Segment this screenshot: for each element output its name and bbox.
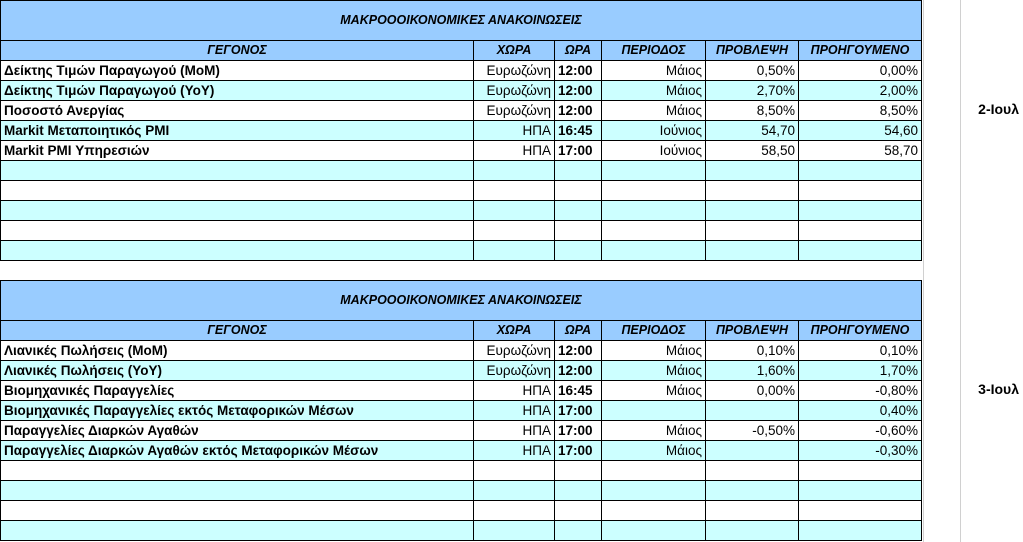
event-cell[interactable] bbox=[1, 521, 474, 541]
forecast-cell[interactable]: 58,50 bbox=[706, 141, 799, 161]
table-row bbox=[1, 61, 922, 81]
time-cell[interactable]: 12:00 bbox=[555, 61, 602, 81]
forecast-cell[interactable] bbox=[706, 401, 799, 421]
period-cell[interactable]: Ιούνιος bbox=[602, 121, 706, 141]
event-cell[interactable]: Δείκτης Τιμών Παραγωγού (MoM) bbox=[1, 61, 474, 81]
time-cell[interactable] bbox=[555, 221, 602, 241]
previous-cell[interactable] bbox=[799, 221, 922, 241]
time-cell[interactable] bbox=[555, 481, 602, 501]
event-cell[interactable]: Παραγγελίες Διαρκών Αγαθών bbox=[1, 421, 474, 441]
forecast-cell[interactable] bbox=[706, 501, 799, 521]
event-cell[interactable] bbox=[1, 241, 474, 261]
event-cell[interactable] bbox=[1, 501, 474, 521]
country-cell[interactable]: ΗΠΑ bbox=[474, 421, 555, 441]
country-cell[interactable] bbox=[474, 481, 555, 501]
country-cell[interactable]: Ευρωζώνη bbox=[474, 101, 555, 121]
table-row bbox=[1, 201, 922, 221]
header-time: ΩΡΑ bbox=[555, 41, 602, 61]
forecast-cell[interactable]: 1,60% bbox=[706, 361, 799, 381]
period-cell[interactable] bbox=[602, 201, 706, 221]
time-cell[interactable]: 12:00 bbox=[555, 361, 602, 381]
event-cell[interactable]: Λιανικές Πωλήσεις (YoY) bbox=[1, 361, 474, 381]
event-cell[interactable] bbox=[1, 221, 474, 241]
forecast-cell[interactable] bbox=[706, 161, 799, 181]
table-title: ΜΑΚΡΟΟΟΙΚΟΝΟΜΙΚΕΣ ΑΝΑΚΟΙΝΩΣΕΙΣ bbox=[1, 1, 922, 41]
period-cell[interactable] bbox=[602, 501, 706, 521]
forecast-cell[interactable] bbox=[706, 181, 799, 201]
table-row bbox=[1, 381, 922, 401]
period-cell[interactable]: Μάιος bbox=[602, 341, 706, 361]
event-cell[interactable] bbox=[1, 201, 474, 221]
period-cell[interactable]: Μάιος bbox=[602, 61, 706, 81]
previous-cell[interactable]: -0,30% bbox=[799, 441, 922, 461]
previous-cell[interactable]: 0,10% bbox=[799, 341, 922, 361]
previous-cell[interactable]: 0,40% bbox=[799, 401, 922, 421]
period-cell[interactable]: Μάιος bbox=[602, 421, 706, 441]
country-cell[interactable] bbox=[474, 501, 555, 521]
period-cell[interactable] bbox=[602, 221, 706, 241]
previous-cell[interactable]: 0,00% bbox=[799, 61, 922, 81]
time-cell[interactable] bbox=[555, 161, 602, 181]
date-label: 3-Ιουλ bbox=[978, 381, 1019, 397]
country-cell[interactable]: ΗΠΑ bbox=[474, 121, 555, 141]
forecast-cell[interactable]: 0,50% bbox=[706, 61, 799, 81]
forecast-cell[interactable]: 0,10% bbox=[706, 341, 799, 361]
country-cell[interactable] bbox=[474, 181, 555, 201]
previous-cell[interactable]: 58,70 bbox=[799, 141, 922, 161]
forecast-cell[interactable] bbox=[706, 241, 799, 261]
table-row bbox=[1, 341, 922, 361]
table-row bbox=[1, 461, 922, 481]
previous-cell[interactable]: 54,60 bbox=[799, 121, 922, 141]
table-row bbox=[1, 181, 922, 201]
time-cell[interactable]: 17:00 bbox=[555, 421, 602, 441]
date-label: 2-Ιουλ bbox=[978, 101, 1019, 117]
table-row bbox=[1, 401, 922, 421]
table-row bbox=[1, 501, 922, 521]
table-row bbox=[1, 241, 922, 261]
previous-cell[interactable] bbox=[799, 461, 922, 481]
country-cell[interactable]: ΗΠΑ bbox=[474, 401, 555, 421]
forecast-cell[interactable] bbox=[706, 221, 799, 241]
time-cell[interactable]: 12:00 bbox=[555, 81, 602, 101]
period-cell[interactable] bbox=[602, 461, 706, 481]
header-country: ΧΩΡΑ bbox=[474, 41, 555, 61]
period-cell[interactable]: Ιούνιος bbox=[602, 141, 706, 161]
period-cell[interactable] bbox=[602, 161, 706, 181]
time-cell[interactable]: 17:00 bbox=[555, 441, 602, 461]
event-cell[interactable]: Λιανικές Πωλήσεις (MoM) bbox=[1, 341, 474, 361]
forecast-cell[interactable] bbox=[706, 201, 799, 221]
country-cell[interactable]: Ευρωζώνη bbox=[474, 61, 555, 81]
time-cell[interactable] bbox=[555, 501, 602, 521]
previous-cell[interactable]: -0,60% bbox=[799, 421, 922, 441]
period-cell[interactable]: Μάιος bbox=[602, 361, 706, 381]
previous-cell[interactable] bbox=[799, 521, 922, 541]
table-row bbox=[1, 121, 922, 141]
time-cell[interactable]: 17:00 bbox=[555, 401, 602, 421]
country-cell[interactable]: ΗΠΑ bbox=[474, 141, 555, 161]
table-row bbox=[1, 421, 922, 441]
event-cell[interactable] bbox=[1, 181, 474, 201]
country-cell[interactable] bbox=[474, 201, 555, 221]
event-cell[interactable]: Markit Μεταποιητικός PMI bbox=[1, 121, 474, 141]
country-cell[interactable]: Ευρωζώνη bbox=[474, 81, 555, 101]
period-cell[interactable] bbox=[602, 521, 706, 541]
table-row bbox=[1, 221, 922, 241]
period-cell[interactable]: Μάιος bbox=[602, 81, 706, 101]
event-cell[interactable]: Markit PMI Υπηρεσιών bbox=[1, 141, 474, 161]
table-row bbox=[1, 81, 922, 101]
previous-cell[interactable]: 1,70% bbox=[799, 361, 922, 381]
country-cell[interactable]: ΗΠΑ bbox=[474, 441, 555, 461]
previous-cell[interactable]: -0,80% bbox=[799, 381, 922, 401]
period-cell[interactable] bbox=[602, 401, 706, 421]
event-cell[interactable]: Βιομηχανικές Παραγγελίες εκτός Μεταφορικών Μέσων bbox=[1, 401, 474, 421]
header-previous: ΠΡΟΗΓΟΥΜΕΝΟ bbox=[799, 41, 922, 61]
time-cell[interactable] bbox=[555, 201, 602, 221]
event-cell[interactable]: Δείκτης Τιμών Παραγωγού (YoY) bbox=[1, 81, 474, 101]
time-cell[interactable]: 16:45 bbox=[555, 381, 602, 401]
time-cell[interactable] bbox=[555, 181, 602, 201]
previous-cell[interactable] bbox=[799, 201, 922, 221]
forecast-cell[interactable]: 2,70% bbox=[706, 81, 799, 101]
time-cell[interactable] bbox=[555, 241, 602, 261]
header-forecast: ΠΡΟΒΛΕΨΗ bbox=[706, 321, 799, 341]
table-row bbox=[1, 521, 922, 541]
header-row bbox=[1, 321, 922, 341]
event-cell[interactable]: Παραγγελίες Διαρκών Αγαθών εκτός Μεταφορικών Μέσων bbox=[1, 441, 474, 461]
country-cell[interactable] bbox=[474, 461, 555, 481]
forecast-cell[interactable]: 54,70 bbox=[706, 121, 799, 141]
period-cell[interactable]: Μάιος bbox=[602, 441, 706, 461]
previous-cell[interactable] bbox=[799, 241, 922, 261]
event-cell[interactable] bbox=[1, 461, 474, 481]
table-row bbox=[1, 161, 922, 181]
forecast-cell[interactable] bbox=[706, 521, 799, 541]
table-row bbox=[1, 141, 922, 161]
forecast-cell[interactable]: 8,50% bbox=[706, 101, 799, 121]
forecast-cell[interactable] bbox=[706, 481, 799, 501]
time-cell[interactable]: 16:45 bbox=[555, 121, 602, 141]
side-gridlines bbox=[923, 0, 1023, 542]
event-cell[interactable]: Βιομηχανικές Παραγγελίες bbox=[1, 381, 474, 401]
country-cell[interactable]: Ευρωζώνη bbox=[474, 361, 555, 381]
forecast-cell[interactable]: -0,50% bbox=[706, 421, 799, 441]
country-cell[interactable] bbox=[474, 521, 555, 541]
country-cell[interactable] bbox=[474, 221, 555, 241]
announcements-table-2 bbox=[0, 280, 922, 541]
forecast-cell[interactable] bbox=[706, 441, 799, 461]
country-cell[interactable]: ΗΠΑ bbox=[474, 381, 555, 401]
time-cell[interactable] bbox=[555, 461, 602, 481]
header-time: ΩΡΑ bbox=[555, 321, 602, 341]
table-title: ΜΑΚΡΟΟΟΙΚΟΝΟΜΙΚΕΣ ΑΝΑΚΟΙΝΩΣΕΙΣ bbox=[1, 281, 922, 321]
previous-cell[interactable]: 2,00% bbox=[799, 81, 922, 101]
announcements-table-1 bbox=[0, 0, 922, 261]
time-cell[interactable]: 12:00 bbox=[555, 101, 602, 121]
period-cell[interactable]: Μάιος bbox=[602, 101, 706, 121]
time-cell[interactable]: 12:00 bbox=[555, 341, 602, 361]
forecast-cell[interactable] bbox=[706, 461, 799, 481]
header-event: ΓΕΓΟΝΟΣ bbox=[1, 41, 474, 61]
table-row bbox=[1, 481, 922, 501]
header-period: ΠΕΡΙΟΔΟΣ bbox=[602, 321, 706, 341]
header-forecast: ΠΡΟΒΛΕΨΗ bbox=[706, 41, 799, 61]
country-cell[interactable] bbox=[474, 161, 555, 181]
previous-cell[interactable] bbox=[799, 501, 922, 521]
period-cell[interactable] bbox=[602, 481, 706, 501]
time-cell[interactable] bbox=[555, 521, 602, 541]
country-cell[interactable]: Ευρωζώνη bbox=[474, 341, 555, 361]
period-cell[interactable] bbox=[602, 181, 706, 201]
previous-cell[interactable] bbox=[799, 161, 922, 181]
forecast-cell[interactable]: 0,00% bbox=[706, 381, 799, 401]
table-row bbox=[1, 101, 922, 121]
previous-cell[interactable] bbox=[799, 481, 922, 501]
event-cell[interactable]: Ποσοστό Ανεργίας bbox=[1, 101, 474, 121]
header-row bbox=[1, 41, 922, 61]
country-cell[interactable] bbox=[474, 241, 555, 261]
previous-cell[interactable] bbox=[799, 181, 922, 201]
header-period: ΠΕΡΙΟΔΟΣ bbox=[602, 41, 706, 61]
header-event: ΓΕΓΟΝΟΣ bbox=[1, 321, 474, 341]
previous-cell[interactable]: 8,50% bbox=[799, 101, 922, 121]
header-country: ΧΩΡΑ bbox=[474, 321, 555, 341]
header-previous: ΠΡΟΗΓΟΥΜΕΝΟ bbox=[799, 321, 922, 341]
event-cell[interactable] bbox=[1, 161, 474, 181]
event-cell[interactable] bbox=[1, 481, 474, 501]
table-row bbox=[1, 361, 922, 381]
time-cell[interactable]: 17:00 bbox=[555, 141, 602, 161]
table-row bbox=[1, 441, 922, 461]
period-cell[interactable]: Μάιος bbox=[602, 381, 706, 401]
period-cell[interactable] bbox=[602, 241, 706, 261]
